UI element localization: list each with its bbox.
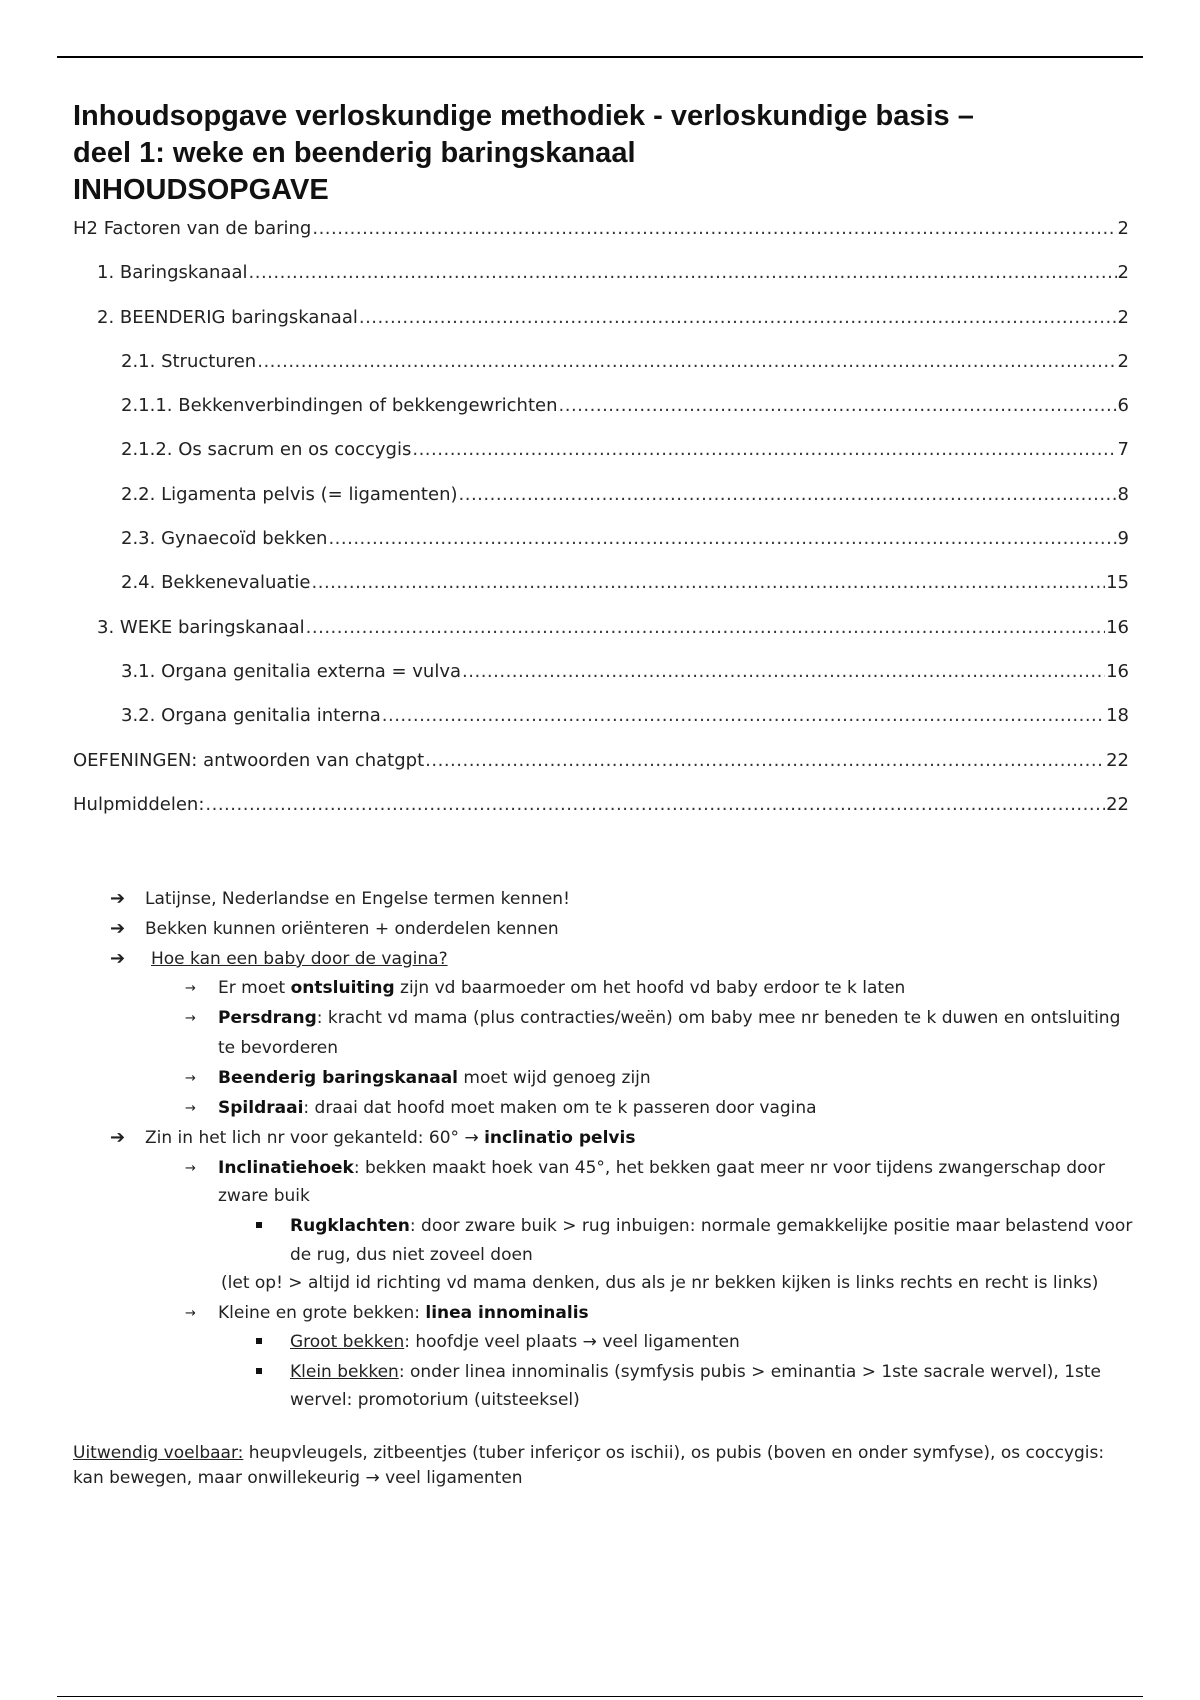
bullet-text	[145, 1128, 635, 1148]
text-part: Zin in het lich nr voor gekanteld: 60° →	[145, 1128, 485, 1148]
toc-label: 2.4. Bekkenevaluatie	[121, 572, 311, 594]
toc-label: 3. WEKE baringskanaal	[97, 616, 305, 638]
toc-page: 2	[1117, 306, 1129, 328]
header-rule	[57, 56, 1143, 58]
toc-entry[interactable]	[73, 661, 1129, 705]
title-line-2: deel 1: weke en beenderig baringskanaal	[73, 137, 636, 169]
arrow-bullet-icon: ➔	[110, 918, 126, 939]
toc-entry[interactable]	[73, 705, 1129, 749]
small-arrow-icon: →	[185, 1011, 196, 1026]
toc-page: 18	[1106, 705, 1129, 727]
toc-page: 16	[1106, 616, 1129, 638]
toc-leader	[359, 307, 1117, 328]
toc-entry[interactable]	[73, 262, 1129, 306]
bold-term: ontsluiting	[290, 978, 395, 998]
toc-leader	[459, 484, 1117, 505]
bold-term: inclinatio pelvis	[484, 1128, 636, 1148]
text-part: : bekken maakt hoek van 45°, het bekken gaat meer nr voor tijdens zwangerschap door	[353, 1158, 1105, 1178]
toc-entry[interactable]	[73, 617, 1129, 661]
toc-label: 3.2. Organa genitalia interna	[121, 705, 381, 727]
text-part: Kleine en grote bekken:	[218, 1303, 426, 1323]
title-line-1: Inhoudsopgave verloskundige methodiek - verloskundige basis –	[73, 100, 974, 132]
toc-leader	[312, 572, 1106, 593]
toc-page: 9	[1117, 528, 1129, 550]
toc-page: 22	[1106, 793, 1129, 815]
arrow-bullet-icon: ➔	[110, 888, 126, 909]
toc-entry[interactable]	[73, 484, 1129, 528]
toc-label: Hulpmiddelen:	[73, 793, 205, 815]
sub-bullet-text	[218, 1008, 1120, 1028]
toc-entry[interactable]	[73, 528, 1129, 572]
toc-leader	[462, 661, 1105, 682]
page-title	[73, 98, 1133, 209]
bullet-text: Bekken kunnen oriënteren + onderdelen kennen	[145, 919, 559, 939]
text-part: heupvleugels, zitbeentjes (tuber inferiçor os ischii), os pubis (boven en onder symfyse), os coccygis:	[243, 1443, 1105, 1463]
toc-leader	[328, 528, 1116, 549]
toc-label: H2 Factoren van de baring	[73, 218, 312, 239]
arrow-bullet-icon: ➔	[110, 1127, 126, 1148]
toc-entry[interactable]	[73, 439, 1129, 483]
table-of-contents	[73, 218, 1129, 838]
bold-term: Beenderig baringskanaal	[218, 1068, 459, 1088]
bullet-text: Latijnse, Nederlandse en Engelse termen kennen!	[145, 889, 570, 909]
text-part: zijn vd baarmoeder om het hoofd vd baby erdoor te k laten	[394, 978, 906, 998]
toc-label: 2.2. Ligamenta pelvis (= ligamenten)	[121, 483, 458, 505]
toc-leader	[425, 750, 1105, 771]
underlined-text: Klein bekken	[290, 1362, 399, 1382]
sub-bullet-text	[218, 1098, 817, 1118]
square-bullet-continuation: wervel: promotorium (uitsteeksel)	[290, 1390, 580, 1410]
square-bullet-icon	[256, 1368, 262, 1374]
sub-bullet-text	[218, 1303, 589, 1323]
paragraph-continuation: kan bewegen, maar onwillekeurig → veel ligamenten	[73, 1468, 523, 1488]
square-bullet-text	[290, 1216, 1132, 1236]
toc-entry[interactable]	[73, 351, 1129, 395]
toc-page: 15	[1106, 572, 1129, 594]
toc-page: 22	[1106, 749, 1129, 771]
bold-term: Inclinatiehoek	[218, 1158, 354, 1178]
toc-page: 16	[1106, 660, 1129, 682]
toc-label: 2.1.2. Os sacrum en os coccygis	[121, 439, 412, 461]
toc-label: 1. Baringskanaal	[97, 262, 248, 284]
bold-term: Spildraai	[218, 1098, 304, 1118]
toc-leader	[382, 705, 1105, 726]
toc-page: 2	[1117, 350, 1129, 372]
paragraph-text	[73, 1443, 1104, 1463]
square-bullet-icon	[256, 1222, 262, 1228]
square-bullet-text	[290, 1332, 740, 1352]
toc-entry[interactable]	[73, 572, 1129, 616]
underlined-text: Groot bekken	[290, 1332, 405, 1352]
toc-entry[interactable]	[73, 218, 1129, 262]
text-part: Er moet	[218, 978, 291, 998]
small-arrow-icon: →	[185, 1306, 196, 1321]
bold-term: Rugklachten	[290, 1216, 410, 1236]
toc-entry[interactable]	[73, 750, 1129, 794]
bullet-text	[151, 949, 448, 969]
sub-bullet-continuation: zware buik	[218, 1186, 310, 1206]
sub-bullet-text	[218, 978, 905, 998]
sub-bullet-text	[218, 1158, 1105, 1178]
toc-page: 7	[1117, 439, 1129, 461]
square-bullet-continuation: de rug, dus niet zoveel doen	[290, 1245, 533, 1265]
toc-leader	[559, 395, 1117, 416]
title-line-3: INHOUDSOPGAVE	[73, 174, 329, 206]
toc-label: OEFENINGEN: antwoorden van chatgpt	[73, 749, 425, 771]
text-part: : kracht vd mama (plus contracties/weën) om baby mee nr beneden te k duwen en ontsluiting	[316, 1008, 1121, 1028]
arrow-bullet-icon: ➔	[110, 948, 126, 969]
sub-bullet-text	[218, 1068, 651, 1088]
small-arrow-icon: →	[185, 1101, 196, 1116]
toc-label: 3.1. Organa genitalia externa = vulva	[121, 660, 462, 682]
toc-label: 2. BEENDERIG baringskanaal	[97, 306, 358, 328]
square-bullet-icon	[256, 1338, 262, 1344]
toc-leader	[312, 218, 1116, 239]
text-part: : draai dat hoofd moet maken om te k passeren door vagina	[303, 1098, 817, 1118]
small-arrow-icon: →	[185, 1161, 196, 1176]
toc-page: 6	[1117, 395, 1129, 417]
toc-leader	[306, 617, 1105, 638]
note-text: (let op! > altijd id richting vd mama denken, dus als je nr bekken kijken is links rechts en recht is links)	[221, 1273, 1099, 1293]
toc-page: 2	[1117, 218, 1129, 239]
toc-label: 2.1.1. Bekkenverbindingen of bekkengewrichten	[121, 395, 558, 417]
bold-term: linea innominalis	[425, 1303, 589, 1323]
small-arrow-icon: →	[185, 981, 196, 996]
text-part: : onder linea innominalis (symfysis pubis > eminantia > 1ste sacrale wervel), 1ste	[398, 1362, 1102, 1382]
toc-leader	[257, 351, 1116, 372]
footer-rule	[57, 1696, 1143, 1697]
underlined-text: Hoe kan een baby door de vagina?	[151, 949, 448, 969]
sub-bullet-continuation: te bevorderen	[218, 1038, 339, 1058]
text-part: : door zware buik > rug inbuigen: normale gemakkelijke positie maar belastend voor	[409, 1216, 1133, 1236]
toc-entry[interactable]	[73, 307, 1129, 351]
toc-entry[interactable]	[73, 395, 1129, 439]
toc-page: 8	[1117, 483, 1129, 505]
toc-leader	[205, 794, 1105, 815]
toc-page: 2	[1117, 262, 1129, 284]
underlined-text: Uitwendig voelbaar:	[73, 1443, 244, 1463]
text-part: : hoofdje veel plaats → veel ligamenten	[404, 1332, 740, 1352]
toc-leader	[249, 262, 1117, 283]
square-bullet-text	[290, 1362, 1101, 1382]
toc-label: 2.1. Structuren	[121, 350, 257, 372]
toc-leader	[412, 439, 1116, 460]
text-part: moet wijd genoeg zijn	[458, 1068, 651, 1088]
toc-entry[interactable]	[73, 794, 1129, 838]
toc-label: 2.3. Gynaecoïd bekken	[121, 528, 328, 550]
small-arrow-icon: →	[185, 1071, 196, 1086]
bold-term: Persdrang	[218, 1008, 317, 1028]
